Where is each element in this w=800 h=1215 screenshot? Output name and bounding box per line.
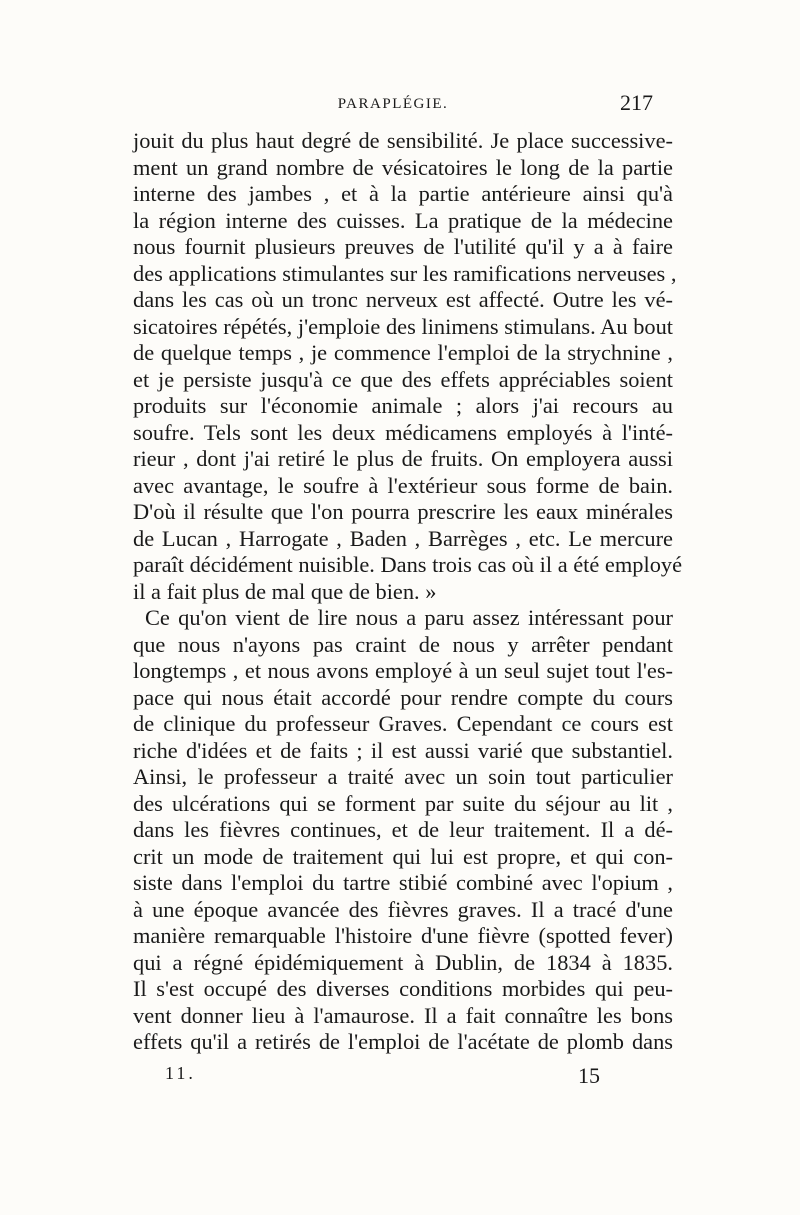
page-header bbox=[133, 90, 653, 120]
text-line: Ce qu'on vient de lire nous a paru assez intéressant pour bbox=[145, 605, 673, 630]
text-line: à une époque avancée des fièvres graves. Il a tracé d'une bbox=[133, 896, 673, 922]
text-line: dans les fièvres continues, et de leur traitement. Il a dé- bbox=[133, 817, 673, 842]
body-text bbox=[133, 128, 683, 1056]
text-line: interne des jambes , et à la partie antérieure ainsi qu'à bbox=[133, 181, 673, 206]
text-line: avec avantage, le soufre à l'extérieur sous forme de bain. bbox=[133, 472, 673, 498]
text-line: Ainsi, le professeur a traité avec un soin tout particulier bbox=[133, 764, 673, 789]
signature-mark: 11. bbox=[165, 1063, 196, 1083]
text-line: riche d'idées et de faits ; il est aussi varié que substantiel. bbox=[133, 737, 673, 763]
text-line: jouit du plus haut degré de sensibilité. Je place successive- bbox=[133, 128, 673, 153]
text-line: et je persiste jusqu'à ce que des effets appréciables soient bbox=[133, 366, 673, 392]
text-line: sicatoires répétés, j'emploie des linimens stimulans. Au bout bbox=[133, 313, 673, 339]
text-line: effets qu'il a retirés de l'emploi de l'acétate de plomb dans bbox=[133, 1029, 673, 1054]
text-line: vent donner lieu à l'amaurose. Il a fait connaître les bons bbox=[133, 1002, 673, 1028]
text-line: crit un mode de traitement qui lui est propre, et qui con- bbox=[133, 843, 673, 869]
text-line: pace qui nous était accordé pour rendre compte du cours bbox=[133, 684, 673, 710]
page-footer bbox=[165, 1063, 600, 1093]
text-line: longtemps , et nous avons employé à un seul sujet tout l'es- bbox=[133, 658, 673, 683]
running-title: PARAPLÉGIE. bbox=[337, 96, 449, 112]
text-line: soufre. Tels sont les deux médicamens employés à l'inté- bbox=[133, 419, 673, 445]
text-line: siste dans l'emploi du tartre stibié combiné avec l'opium , bbox=[133, 870, 673, 895]
signature-number: 15 bbox=[578, 1063, 600, 1088]
page-number: 217 bbox=[620, 90, 653, 115]
text-line: ment un grand nombre de vésicatoires le long de la partie bbox=[133, 154, 673, 180]
text-line: il a fait plus de mal que de bien. » bbox=[133, 578, 437, 604]
text-line: de quelque temps , je commence l'emploi de la strychnine , bbox=[133, 340, 673, 365]
text-line: paraît décidément nuisible. Dans trois cas où il a été employé bbox=[133, 552, 683, 577]
text-line: rieur , dont j'ai retiré le plus de fruits. On employera aussi bbox=[133, 446, 673, 471]
text-line: de clinique du professeur Graves. Cependant ce cours est bbox=[133, 711, 673, 736]
text-line: des applications stimulantes sur les ramifications nerveuses , bbox=[133, 260, 677, 286]
text-line: qui a régné épidémiquement à Dublin, de 1834 à 1835. bbox=[133, 949, 673, 975]
text-line: produits sur l'économie animale ; alors j'ai recours au bbox=[133, 393, 673, 418]
text-line: de Lucan , Harrogate , Baden , Barrèges , etc. Le mercure bbox=[133, 525, 673, 551]
text-line: la région interne des cuisses. La pratique de la médecine bbox=[133, 207, 673, 233]
text-line: Il s'est occupé des diverses conditions morbides qui peu- bbox=[133, 976, 673, 1001]
text-line: D'où il résulte que l'on pourra prescrire les eaux minérales bbox=[133, 499, 673, 524]
text-line: nous fournit plusieurs preuves de l'utilité qu'il y a à faire bbox=[133, 234, 673, 259]
text-line: dans les cas où un tronc nerveux est affecté. Outre les vé- bbox=[133, 287, 673, 312]
text-line: que nous n'ayons pas craint de nous y arrêter pendant bbox=[133, 631, 673, 657]
text-line: des ulcérations qui se forment par suite du séjour au lit , bbox=[133, 790, 673, 816]
text-line: manière remarquable l'histoire d'une fièvre (spotted fever) bbox=[133, 923, 673, 948]
